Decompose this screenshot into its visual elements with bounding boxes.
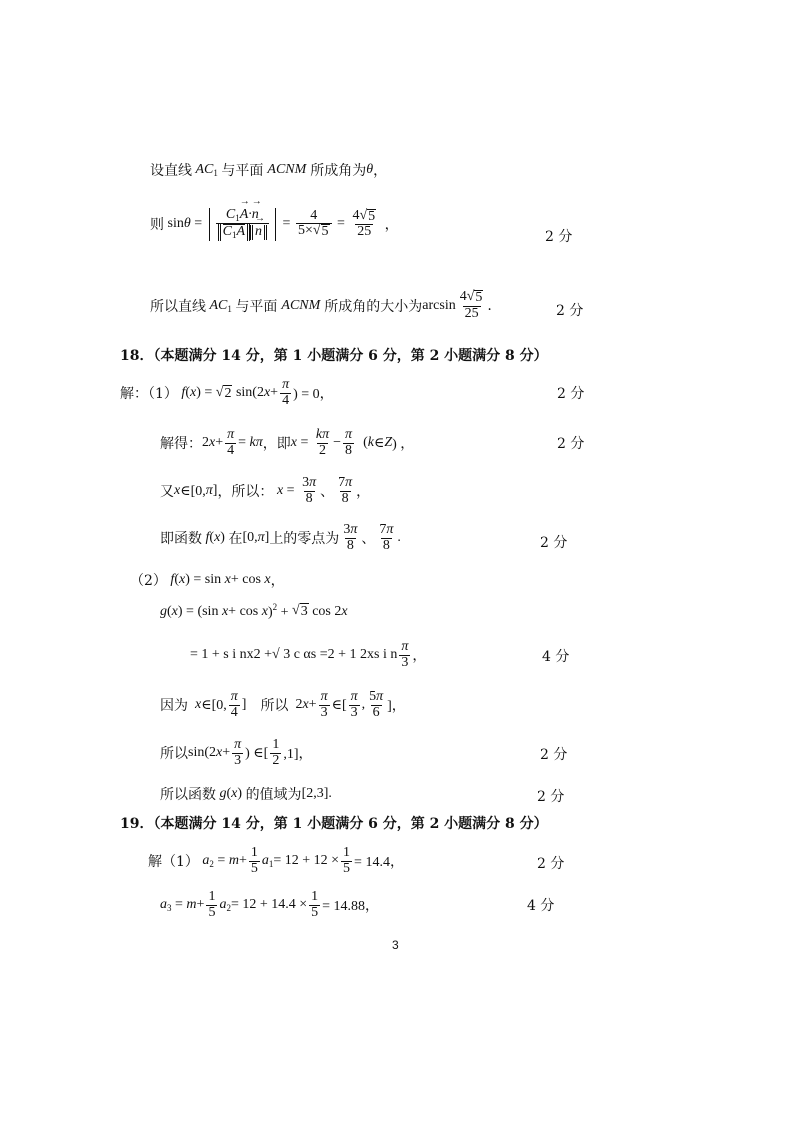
q18-range-conclusion: 所以函数 g ( x ) 的值域为 [2,3]. — [160, 786, 332, 803]
score: 2 分 — [540, 535, 568, 551]
score: 2 分 — [545, 229, 573, 245]
score: 2 分 — [537, 789, 565, 805]
q18-expand-line: = 1 + s i nx2 +√ 3 c αs =2 + 1 2xs i n $\frac{\pi}{3}$ ， — [190, 639, 427, 670]
q18-heading: 18．（本题满分 14 分，第 1 小题满分 6 分，第 2 小题满分 8 分） — [120, 348, 548, 364]
page-number: 3 — [392, 938, 399, 952]
q18-zeros-line: 即函数 f ( x ) 在 [0, π ] 上的零点为 $\frac{3\pi}{8}$ 、 $\frac{7\pi}{8}$ . — [160, 522, 401, 553]
score: 4 分 — [527, 898, 555, 914]
q18-g-definition: g ( x ) = (sin x + cos x )$^2$ + √ 3 cos 2 x — [160, 602, 348, 620]
q19-a2-line: 解（1） $a_2$ = m + $\frac{1}{5}$ $a_1$ = 12 + 12 × $\frac{1}{5}$ = 14.4， — [148, 845, 404, 876]
q17-sin-formula: 则 sin θ = $C_1\to A\cdot\to n$ $C_1A$ → n = 4 5× √ 5 = 4 √ 5 25 ， — [150, 208, 399, 241]
q18-solve-line: 解得： 2 x + $\frac{\pi}{4}$ = kπ ，即 x = $\frac{k\pi}{2}$ − $\frac{\pi}{8}$ ( k ∈ Z ) ， — [160, 427, 415, 458]
q17-line-angle-def: 设直线 $AC_1$ 与平面 ACNM 所成角为 θ ， — [150, 162, 388, 179]
q19-heading: 19．（本题满分 14 分，第 1 小题满分 6 分，第 2 小题满分 8 分） — [120, 816, 548, 832]
q18-sin-range: 所以 sin(2 x + $\frac{\pi}{3}$ ) ∈[ $\frac{1}{2}$ ,1]， — [160, 737, 313, 768]
q18-interval-line: 又 x ∈[0, π ] ，所以： x = $\frac{3\pi}{8}$ 、 $\frac{7\pi}{8}$ ， — [160, 475, 371, 506]
q18-because-line: 因为 x ∈[0, $\frac{\pi}{4}$ ] 所以 2 x + $\frac{\pi}{3}$ ∈[ $\frac{\pi}{3}$ , $\frac{5\pi}{6}$ ]， — [160, 689, 406, 720]
q18-part2-f: （2） f ( x ) = sin x + cos x ， — [130, 572, 285, 589]
q19-a3-line: $a_3$ = m + $\frac{1}{5}$ $a_2$ = 12 + 14.4 × $\frac{1}{5}$ = 14.88， — [160, 889, 380, 920]
score: 2 分 — [537, 856, 565, 872]
score: 2 分 — [540, 747, 568, 763]
score: 2 分 — [556, 303, 584, 319]
q18-part1-equation: 解：（1） f ( x ) = √ 2 sin(2 x + $\frac{\pi}{4}$ ) = 0， — [120, 377, 334, 408]
q17-conclusion: 所以直线 $AC_1$ 与平面 ACNM 所成角的大小为 arcsin 4 √ 5 25 . — [150, 289, 492, 321]
score: 4 分 — [542, 649, 570, 665]
score: 2 分 — [557, 436, 585, 452]
score: 2 分 — [557, 386, 585, 402]
